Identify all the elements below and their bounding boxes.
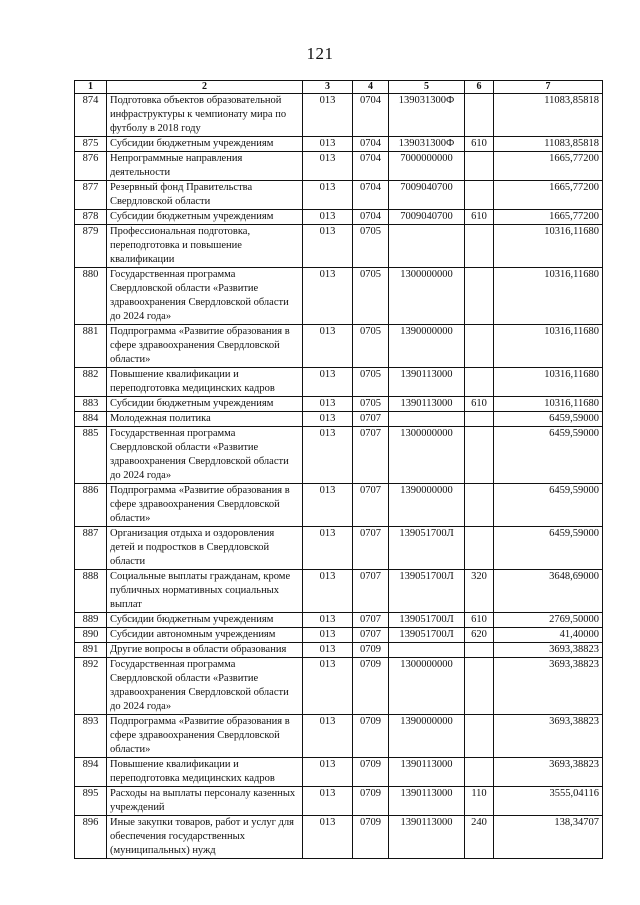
expense-name: Организация отдыха и оздоровления детей и подростков в Свердловской области — [107, 527, 303, 570]
table-row — [75, 181, 603, 210]
expense-name: Подпрограмма «Развитие образования в сфере здравоохранения Свердловской области» — [107, 715, 303, 758]
grbs-code: 013 — [303, 628, 353, 643]
expense-name: Молодежная политика — [107, 412, 303, 427]
amount: 6459,59000 — [494, 412, 603, 427]
grbs-code: 013 — [303, 368, 353, 397]
target-article-code: 139051700Л — [389, 628, 465, 643]
table-row — [75, 643, 603, 658]
expense-name: Государственная программа Свердловской области «Развитие здравоохранения Свердловской области до 2024 года» — [107, 268, 303, 325]
section-code: 0704 — [353, 94, 389, 137]
expense-type-code — [465, 368, 494, 397]
grbs-code: 013 — [303, 816, 353, 859]
expense-type-code — [465, 758, 494, 787]
grbs-code: 013 — [303, 94, 353, 137]
row-number: 891 — [75, 643, 107, 658]
grbs-code: 013 — [303, 225, 353, 268]
expense-name: Подпрограмма «Развитие образования в сфере здравоохранения Свердловской области» — [107, 325, 303, 368]
grbs-code: 013 — [303, 715, 353, 758]
expense-name: Государственная программа Свердловской области «Развитие здравоохранения Свердловской области до 2024 года» — [107, 658, 303, 715]
row-number: 876 — [75, 152, 107, 181]
expense-type-code — [465, 325, 494, 368]
table-row — [75, 268, 603, 325]
row-number: 881 — [75, 325, 107, 368]
expense-type-code — [465, 484, 494, 527]
expense-type-code — [465, 181, 494, 210]
expense-name: Иные закупки товаров, работ и услуг для обеспечения государственных (муниципальных) нужд — [107, 816, 303, 859]
target-article-code: 139031300Ф — [389, 137, 465, 152]
section-code: 0704 — [353, 210, 389, 225]
target-article-code: 1300000000 — [389, 427, 465, 484]
page-number: 121 — [306, 44, 334, 63]
expense-name: Субсидии бюджетным учреждениям — [107, 137, 303, 152]
row-number: 893 — [75, 715, 107, 758]
target-article-code — [389, 412, 465, 427]
table-row — [75, 152, 603, 181]
row-number: 879 — [75, 225, 107, 268]
amount: 3693,38823 — [494, 758, 603, 787]
expense-name: Подготовка объектов образовательной инфраструктуры к чемпионату мира по футболу в 2018 году — [107, 94, 303, 137]
expense-type-code — [465, 94, 494, 137]
amount: 1665,77200 — [494, 210, 603, 225]
table-row — [75, 570, 603, 613]
table-row — [75, 787, 603, 816]
row-number: 878 — [75, 210, 107, 225]
column-header: 2 — [107, 81, 303, 94]
section-code: 0707 — [353, 484, 389, 527]
target-article-code: 1390113000 — [389, 368, 465, 397]
target-article-code: 1390113000 — [389, 787, 465, 816]
grbs-code: 013 — [303, 181, 353, 210]
column-header: 6 — [465, 81, 494, 94]
amount: 138,34707 — [494, 816, 603, 859]
amount: 10316,11680 — [494, 397, 603, 412]
grbs-code: 013 — [303, 325, 353, 368]
grbs-code: 013 — [303, 613, 353, 628]
target-article-code: 7009040700 — [389, 181, 465, 210]
amount: 3693,38823 — [494, 715, 603, 758]
section-code: 0707 — [353, 427, 389, 484]
expense-name: Подпрограмма «Развитие образования в сфере здравоохранения Свердловской области» — [107, 484, 303, 527]
expense-name: Повышение квалификации и переподготовка медицинских кадров — [107, 758, 303, 787]
expense-type-code — [465, 715, 494, 758]
table-row — [75, 210, 603, 225]
grbs-code: 013 — [303, 397, 353, 412]
grbs-code: 013 — [303, 412, 353, 427]
amount: 1665,77200 — [494, 152, 603, 181]
section-code: 0709 — [353, 715, 389, 758]
amount: 11083,85818 — [494, 94, 603, 137]
row-number: 886 — [75, 484, 107, 527]
expense-type-code — [465, 658, 494, 715]
section-code: 0705 — [353, 368, 389, 397]
amount: 6459,59000 — [494, 427, 603, 484]
budget-table — [74, 80, 603, 859]
target-article-code: 139051700Л — [389, 527, 465, 570]
section-code: 0707 — [353, 628, 389, 643]
grbs-code: 013 — [303, 152, 353, 181]
section-code: 0707 — [353, 527, 389, 570]
expense-type-code — [465, 225, 494, 268]
table-row — [75, 658, 603, 715]
expense-name: Субсидии бюджетным учреждениям — [107, 397, 303, 412]
table-row — [75, 368, 603, 397]
row-number: 896 — [75, 816, 107, 859]
amount: 2769,50000 — [494, 613, 603, 628]
amount: 10316,11680 — [494, 325, 603, 368]
grbs-code: 013 — [303, 427, 353, 484]
grbs-code: 013 — [303, 758, 353, 787]
grbs-code: 013 — [303, 210, 353, 225]
table-body — [75, 94, 603, 859]
expense-type-code: 240 — [465, 816, 494, 859]
target-article-code: 139031300Ф — [389, 94, 465, 137]
table-row — [75, 758, 603, 787]
target-article-code: 1300000000 — [389, 658, 465, 715]
table-row — [75, 628, 603, 643]
grbs-code: 013 — [303, 787, 353, 816]
section-code: 0704 — [353, 181, 389, 210]
row-number: 874 — [75, 94, 107, 137]
expense-type-code: 610 — [465, 137, 494, 152]
amount: 10316,11680 — [494, 368, 603, 397]
section-code: 0709 — [353, 758, 389, 787]
grbs-code: 013 — [303, 643, 353, 658]
amount: 41,40000 — [494, 628, 603, 643]
expense-type-code: 620 — [465, 628, 494, 643]
section-code: 0709 — [353, 643, 389, 658]
section-code: 0705 — [353, 225, 389, 268]
target-article-code: 139051700Л — [389, 570, 465, 613]
grbs-code: 013 — [303, 137, 353, 152]
amount: 11083,85818 — [494, 137, 603, 152]
row-number: 875 — [75, 137, 107, 152]
row-number: 885 — [75, 427, 107, 484]
grbs-code: 013 — [303, 658, 353, 715]
row-number: 895 — [75, 787, 107, 816]
expense-type-code — [465, 527, 494, 570]
section-code: 0707 — [353, 412, 389, 427]
expense-name: Субсидии автономным учреждениям — [107, 628, 303, 643]
amount: 10316,11680 — [494, 268, 603, 325]
expense-name: Социальные выплаты гражданам, кроме публичных нормативных социальных выплат — [107, 570, 303, 613]
section-code: 0704 — [353, 152, 389, 181]
target-article-code: 1390000000 — [389, 484, 465, 527]
table-row — [75, 527, 603, 570]
target-article-code: 1390000000 — [389, 715, 465, 758]
table-row — [75, 397, 603, 412]
amount: 3648,69000 — [494, 570, 603, 613]
table-row — [75, 412, 603, 427]
row-number: 890 — [75, 628, 107, 643]
amount: 3693,38823 — [494, 658, 603, 715]
amount: 3555,04116 — [494, 787, 603, 816]
row-number: 882 — [75, 368, 107, 397]
target-article-code: 1390113000 — [389, 816, 465, 859]
expense-name: Другие вопросы в области образования — [107, 643, 303, 658]
grbs-code: 013 — [303, 570, 353, 613]
table-row — [75, 484, 603, 527]
row-number: 888 — [75, 570, 107, 613]
expense-type-code — [465, 643, 494, 658]
section-code: 0707 — [353, 613, 389, 628]
column-header: 1 — [75, 81, 107, 94]
section-code: 0705 — [353, 397, 389, 412]
target-article-code: 1390000000 — [389, 325, 465, 368]
expense-type-code: 610 — [465, 210, 494, 225]
table-row — [75, 94, 603, 137]
row-number: 889 — [75, 613, 107, 628]
expense-name: Резервный фонд Правительства Свердловской области — [107, 181, 303, 210]
row-number: 877 — [75, 181, 107, 210]
expense-type-code: 320 — [465, 570, 494, 613]
row-number: 880 — [75, 268, 107, 325]
row-number: 894 — [75, 758, 107, 787]
row-number: 884 — [75, 412, 107, 427]
table-row — [75, 427, 603, 484]
expense-type-code — [465, 427, 494, 484]
target-article-code: 7000000000 — [389, 152, 465, 181]
expense-type-code — [465, 152, 494, 181]
target-article-code: 1300000000 — [389, 268, 465, 325]
expense-type-code: 610 — [465, 397, 494, 412]
section-code: 0707 — [353, 570, 389, 613]
expense-type-code — [465, 412, 494, 427]
table-row — [75, 613, 603, 628]
amount: 3693,38823 — [494, 643, 603, 658]
section-code: 0704 — [353, 137, 389, 152]
table-row — [75, 715, 603, 758]
row-number: 892 — [75, 658, 107, 715]
column-header: 5 — [389, 81, 465, 94]
expense-type-code: 610 — [465, 613, 494, 628]
table-row — [75, 137, 603, 152]
section-code: 0709 — [353, 787, 389, 816]
expense-name: Непрограммные направления деятельности — [107, 152, 303, 181]
grbs-code: 013 — [303, 484, 353, 527]
expense-name: Повышение квалификации и переподготовка медицинских кадров — [107, 368, 303, 397]
row-number: 887 — [75, 527, 107, 570]
column-header-row — [75, 81, 603, 94]
section-code: 0709 — [353, 816, 389, 859]
expense-type-code — [465, 268, 494, 325]
target-article-code — [389, 225, 465, 268]
expense-name: Субсидии бюджетным учреждениям — [107, 210, 303, 225]
expense-name: Профессиональная подготовка, переподготовка и повышение квалификации — [107, 225, 303, 268]
section-code: 0705 — [353, 325, 389, 368]
target-article-code: 7009040700 — [389, 210, 465, 225]
target-article-code: 139051700Л — [389, 613, 465, 628]
amount: 10316,11680 — [494, 225, 603, 268]
section-code: 0705 — [353, 268, 389, 325]
grbs-code: 013 — [303, 268, 353, 325]
expense-name: Государственная программа Свердловской области «Развитие здравоохранения Свердловской области до 2024 года» — [107, 427, 303, 484]
grbs-code: 013 — [303, 527, 353, 570]
column-header: 4 — [353, 81, 389, 94]
amount: 1665,77200 — [494, 181, 603, 210]
section-code: 0709 — [353, 658, 389, 715]
table-row — [75, 816, 603, 859]
column-header: 3 — [303, 81, 353, 94]
expense-name: Расходы на выплаты персоналу казенных учреждений — [107, 787, 303, 816]
expense-name: Субсидии бюджетным учреждениям — [107, 613, 303, 628]
target-article-code — [389, 643, 465, 658]
table-row — [75, 225, 603, 268]
target-article-code: 1390113000 — [389, 397, 465, 412]
amount: 6459,59000 — [494, 484, 603, 527]
target-article-code: 1390113000 — [389, 758, 465, 787]
amount: 6459,59000 — [494, 527, 603, 570]
expense-type-code: 110 — [465, 787, 494, 816]
table-row — [75, 325, 603, 368]
row-number: 883 — [75, 397, 107, 412]
column-header: 7 — [494, 81, 603, 94]
